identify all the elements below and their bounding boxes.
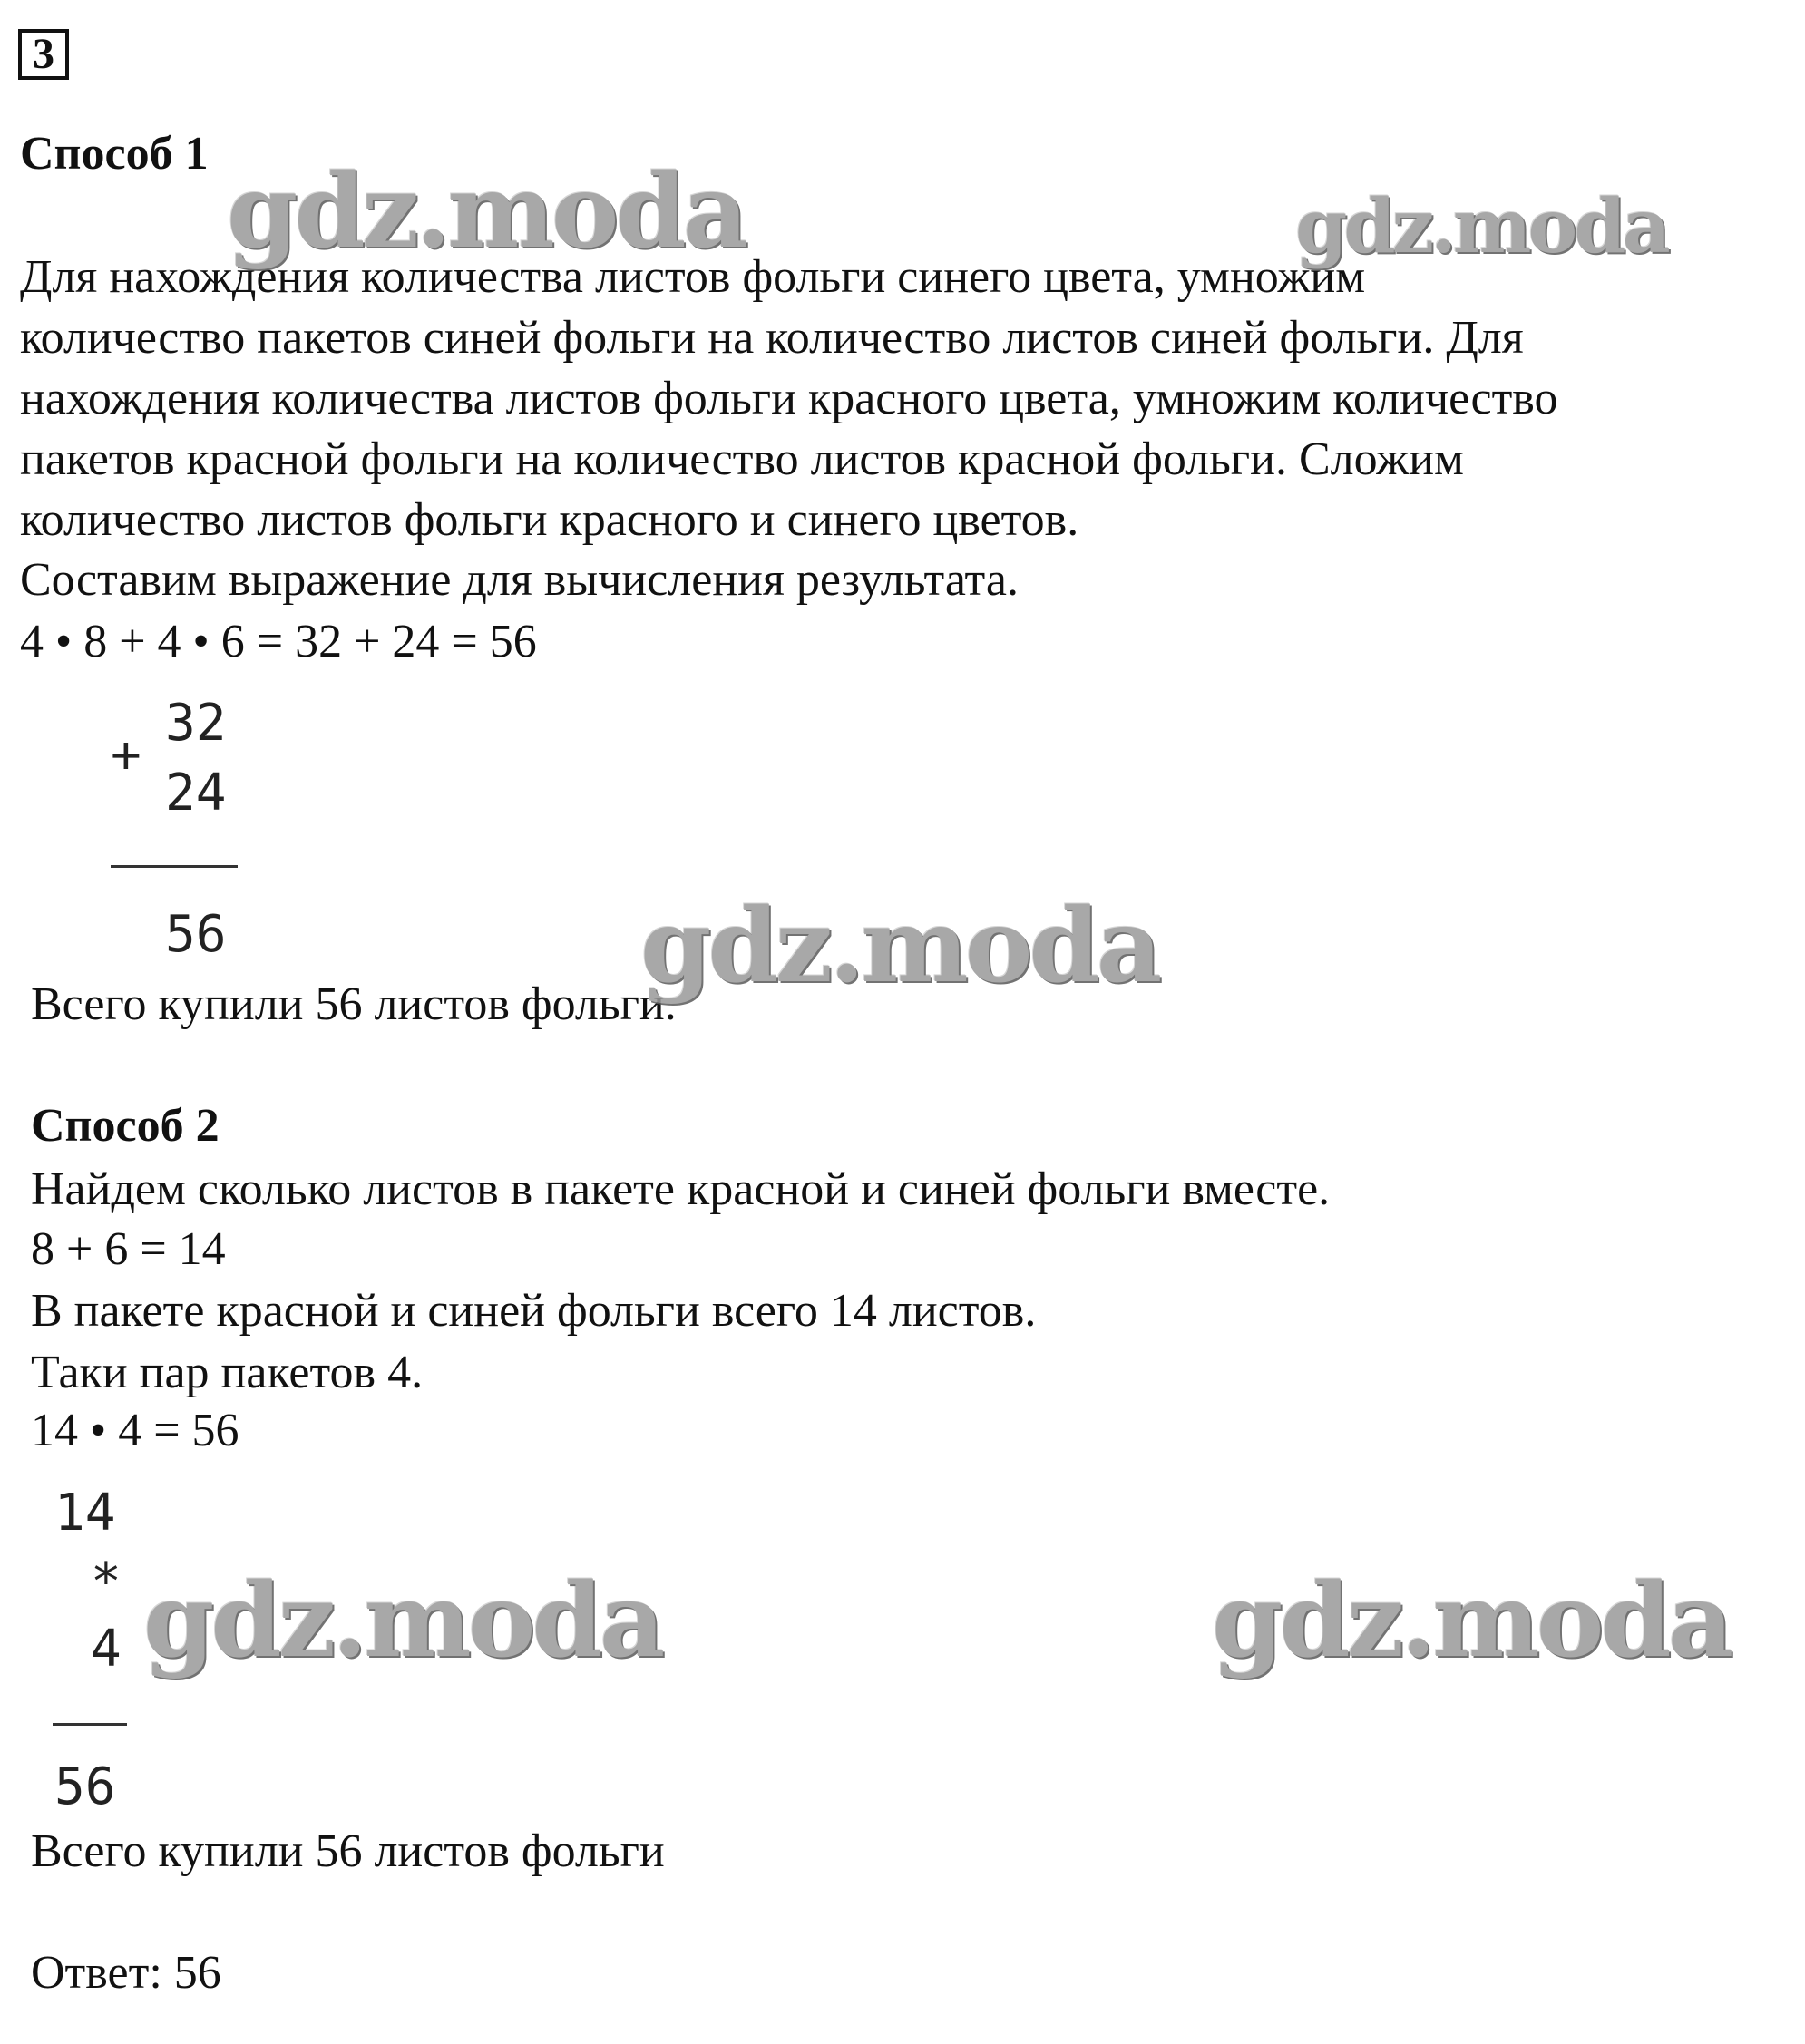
method1-column-result: 56 xyxy=(165,905,227,964)
method1-column-rule xyxy=(111,865,238,868)
method1-heading: Способ 1 xyxy=(20,128,209,180)
method1-expression-intro: Составим выражение для вычисления результата. xyxy=(20,554,1019,606)
method2-column-bottom: 4 xyxy=(91,1620,122,1679)
method1-expression: 4 • 8 + 4 • 6 = 32 + 24 = 56 xyxy=(20,616,537,667)
method1-paragraph-line: пакетов красной фольги на количество листов красной фольги. Сложим xyxy=(20,433,1464,485)
method1-paragraph-line: нахождения количества листов фольги красного цвета, умножим количество xyxy=(20,373,1558,424)
method1-paragraph-line: количество листов фольги красного и синего цветов. xyxy=(20,494,1079,546)
watermark: gdz.moda xyxy=(227,152,746,271)
method1-column-top: 32 xyxy=(165,694,227,753)
method2-conclusion: Всего купили 56 листов фольги xyxy=(31,1825,665,1877)
method1-paragraph-line: Для нахождения количества листов фольги синего цвета, умножим xyxy=(20,251,1366,303)
watermark: gdz.moda xyxy=(143,1562,662,1680)
task-number-box: 3 xyxy=(18,29,69,80)
method2-column-top: 14 xyxy=(54,1484,116,1543)
method1-paragraph-line: количество пакетов синей фольги на количество листов синей фольги. Для xyxy=(20,312,1524,364)
method2-line: 14 • 4 = 56 xyxy=(31,1405,239,1456)
method1-conclusion: Всего купили 56 листов фольги. xyxy=(31,978,677,1030)
watermark: gdz.moda xyxy=(1295,183,1667,270)
watermark: gdz.moda xyxy=(1212,1562,1731,1680)
method2-line: Найдем сколько листов в пакете красной и синей фольги вместе. xyxy=(31,1163,1331,1215)
method2-line: Таки пар пакетов 4. xyxy=(31,1347,424,1398)
method2-line: В пакете красной и синей фольги всего 14 листов. xyxy=(31,1285,1037,1337)
method2-column-operator: * xyxy=(91,1552,122,1611)
method1-column-bottom: 24 xyxy=(165,764,227,822)
method2-heading: Способ 2 xyxy=(31,1100,220,1152)
answer: Ответ: 56 xyxy=(31,1947,221,1999)
method1-paragraph xyxy=(20,247,1557,550)
method2-column-rule xyxy=(53,1723,127,1726)
method1-column-operator: + xyxy=(111,725,141,784)
method2-column-result: 56 xyxy=(54,1757,116,1816)
method2-line: 8 + 6 = 14 xyxy=(31,1223,226,1275)
watermark: gdz.moda xyxy=(640,887,1159,1006)
